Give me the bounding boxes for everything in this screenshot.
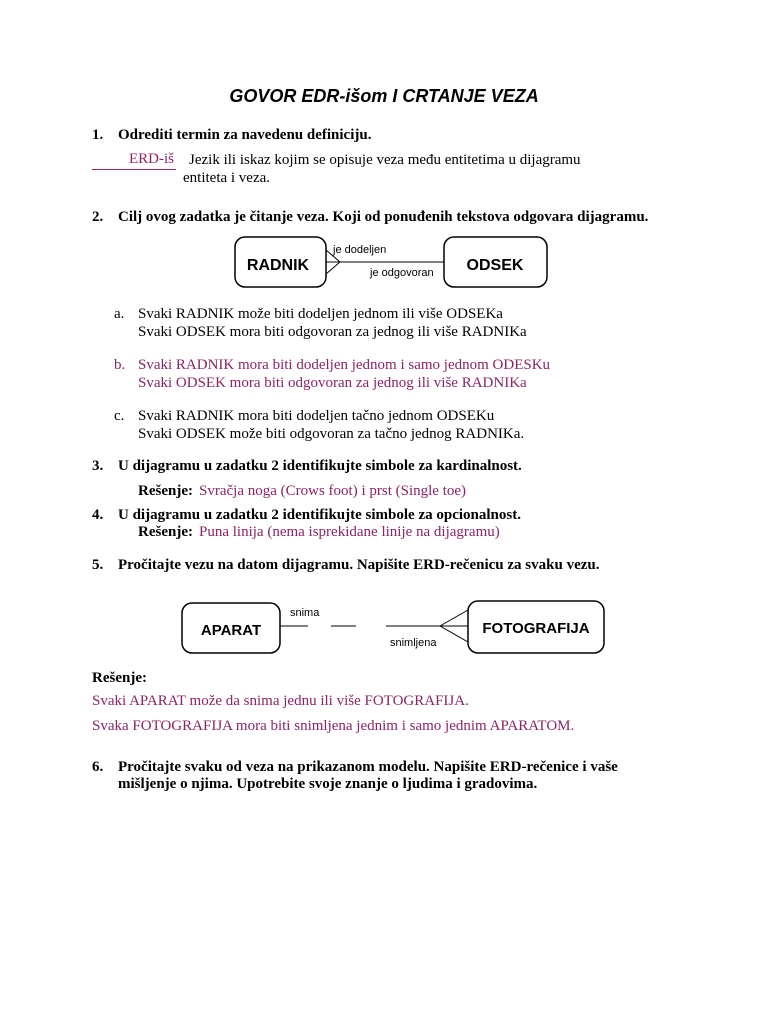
q1-answer: ERD-iš — [129, 151, 174, 167]
q5-number: 5. — [92, 557, 104, 573]
q2-option-c-line1: Svaki RADNIK mora biti dodeljen tačno jednom ODSEKu — [138, 408, 495, 424]
q6-line2: mišljenje o njima. Upotrebite svoje znanje o ljudima i gradovima. — [118, 776, 538, 792]
crows-foot-upper — [440, 610, 468, 626]
q2-option-a-line1: Svaki RADNIK može biti dodeljen jednom ili više ODSEKa — [138, 306, 503, 322]
q5-solution-line2: Svaka FOTOGRAFIJA mora biti snimljena jednim i samo jednim APARATOM. — [92, 718, 575, 734]
q2-option-b-letter: b. — [114, 357, 126, 373]
q2-option-a-letter: a. — [114, 306, 125, 322]
entity-label-odsek: ODSEK — [466, 257, 524, 274]
q6-line1: Pročitajte svaku od veza na prikazanom modelu. Napišite ERD-rečenice i vaše — [118, 759, 618, 775]
q3-text: U dijagramu u zadatku 2 identifikujte simbole za kardinalnost. — [118, 458, 522, 474]
q2-option-c-line2: Svaki ODSEK može biti odgovoran za tačno jednog RADNIKa. — [138, 426, 525, 442]
relationship-label-bottom: snimljena — [390, 637, 437, 649]
q3-solution: Svračja noga (Crows foot) i prst (Single toe) — [199, 483, 467, 499]
q3-number: 3. — [92, 458, 104, 474]
q1-definition-line1: Jezik ili iskaz kojim se opisuje veza među entitetima u dijagramu — [189, 152, 581, 168]
q5-solution-line1: Svaki APARAT može da snima jednu ili više FOTOGRAFIJA. — [92, 693, 469, 709]
relationship-label-top: je dodeljen — [333, 244, 387, 256]
q2-option-b-line1: Svaki RADNIK mora biti dodeljen jednom i samo jednom ODESKu — [138, 357, 551, 373]
q1-text: Odrediti termin za navedenu definiciju. — [118, 127, 372, 143]
q1-number: 1. — [92, 127, 104, 143]
entity-label-aparat: APARAT — [200, 622, 262, 639]
q4-solution: Puna linija (nema isprekidane linije na dijagramu) — [199, 524, 500, 540]
q4-text: U dijagramu u zadatku 2 identifikujte simbole za opcionalnost. — [118, 507, 521, 523]
entity-label-radnik: RADNIK — [246, 257, 310, 274]
q3-solution-label: Rešenje: — [138, 483, 193, 499]
q5-solution-label: Rešenje: — [92, 670, 147, 686]
entity-label-fotografija: FOTOGRAFIJA — [482, 620, 590, 637]
q5-text: Pročitajte vezu na datom dijagramu. Napišite ERD-rečenicu za svaku vezu. — [118, 557, 600, 573]
q1-definition-line2: entiteta i veza. — [183, 170, 271, 186]
q4-number: 4. — [92, 507, 104, 523]
crows-foot-lower — [440, 626, 468, 642]
relationship-label-bottom: je odgovoran — [370, 267, 434, 279]
crows-foot-lower — [326, 262, 340, 274]
erd-diagram-radnik-odsek — [230, 232, 556, 294]
q2-option-a-line2: Svaki ODSEK mora biti odgovoran za jednog ili više RADNIKa — [138, 324, 527, 340]
q2-number: 2. — [92, 209, 104, 225]
q2-option-c-letter: c. — [114, 408, 125, 424]
q4-solution-label: Rešenje: — [138, 524, 193, 540]
q2-text: Cilj ovog zadatka je čitanje veza. Koji od ponuđenih tekstova odgovara dijagramu. — [118, 209, 649, 225]
q6-number: 6. — [92, 759, 104, 775]
q2-option-b-line2: Svaki ODSEK mora biti odgovoran za jednog ili više RADNIKa — [138, 375, 527, 391]
relationship-label-top: snima — [290, 607, 320, 619]
erd-diagram-aparat-fotografija — [176, 596, 610, 662]
page-title: GOVOR EDR-išom I CRTANJE VEZA — [229, 86, 539, 106]
